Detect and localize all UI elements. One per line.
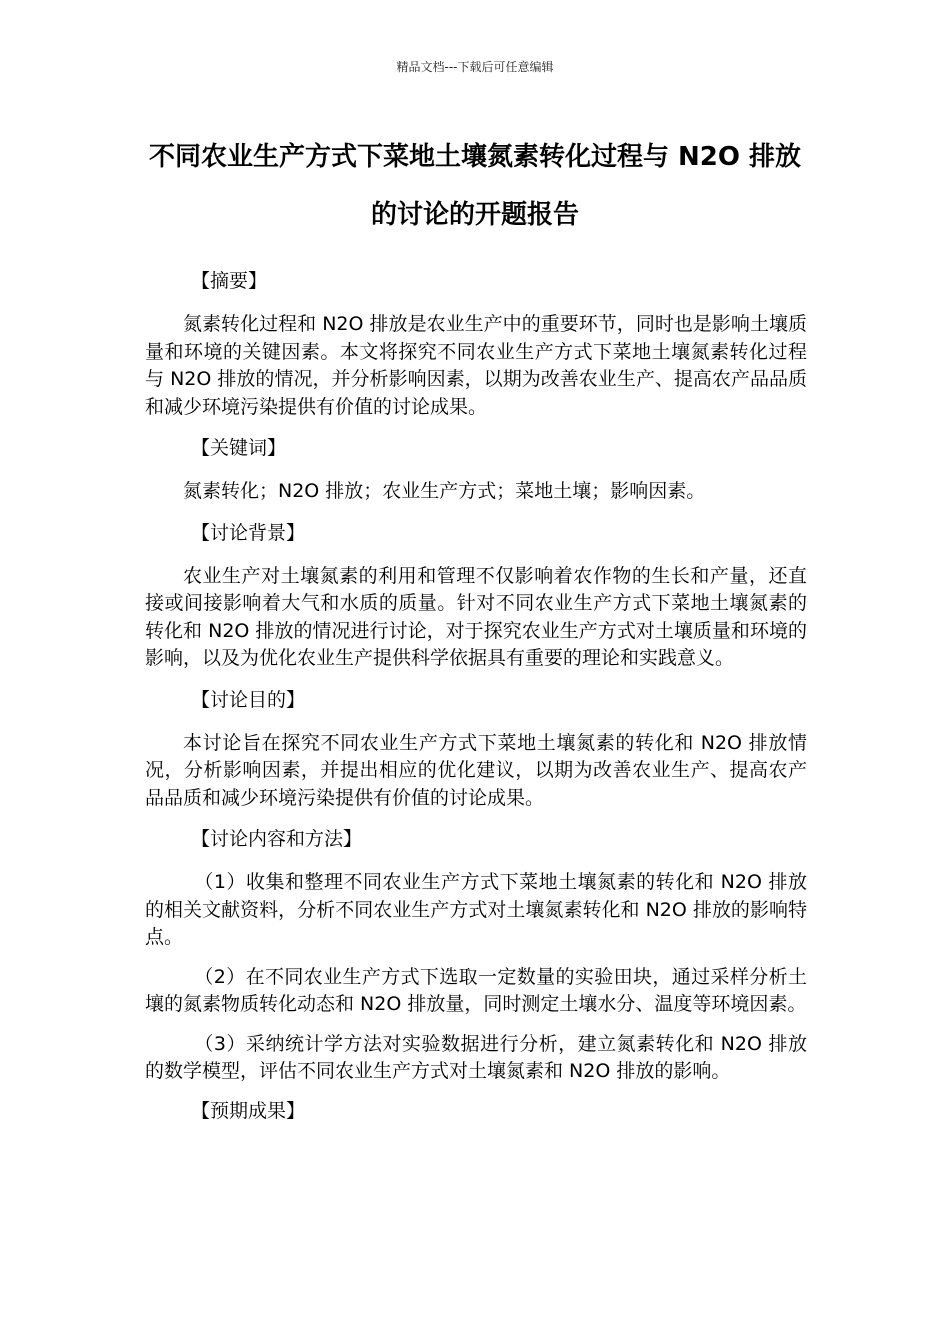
- purpose-heading: 【讨论目的】: [191, 688, 306, 711]
- purpose-paragraph: 本讨论旨在探究不同农业生产方式下菜地土壤氮素的转化和 N2O 排放情况，分析影响因素，并提出相应的优化建议，以期为改善农业生产、提高农产品品质和减少环境污染提供有价值的讨论成果。: [145, 731, 807, 809]
- method-item-3: （3）采纳统计学方法对实验数据进行分析，建立氮素转化和 N2O 排放的数学模型，评估不同农业生产方式对土壤氮素和 N2O 排放的影响。: [145, 1032, 807, 1082]
- background-heading: 【讨论背景】: [191, 521, 306, 544]
- methods-heading: 【讨论内容和方法】: [191, 828, 363, 850]
- header-note: 精品文档---下载后可任意编辑: [396, 60, 554, 74]
- method-item-1: （1）收集和整理不同农业生产方式下菜地土壤氮素的转化和 N2O 排放的相关文献资料，分析不同农业生产方式对土壤氮素转化和 N2O 排放的影响特点。: [145, 871, 807, 948]
- abstract-paragraph: 氮素转化过程和 N2O 排放是农业生产中的重要环节，同时也是影响土壤质量和环境的关键因素。本文将探究不同农业生产方式下菜地土壤氮素转化过程与 N2O 排放的情况，并分析影响因素，以期为改善农业生产、提高农产品品质和减少环境污染提供有价值的讨论成果。: [145, 313, 807, 418]
- background-paragraph: 农业生产对土壤氮素的利用和管理不仅影响着农作物的生长和产量，还直接或间接影响着大气和水质的质量。针对不同农业生产方式下菜地土壤氮素的转化和 N2O 排放的情况进行讨论，对于探究农业生产方式对土壤质量和环境的影响，以及为优化农业生产提供科学依据具有重要的理论和实践意义。: [145, 564, 807, 669]
- document-title: 不同农业生产方式下菜地土壤氮素转化过程与 N2O 排放的讨论的开题报告: [148, 142, 802, 230]
- document-body: [145, 268, 807, 1125]
- method-item-2: （2）在不同农业生产方式下选取一定数量的实验田块，通过采样分析土壤的氮素物质转化动态和 N2O 排放量，同时测定土壤水分、温度等环境因素。: [145, 965, 807, 1015]
- abstract-heading: 【摘要】: [191, 270, 268, 292]
- keywords-heading: 【关键词】: [191, 437, 287, 459]
- results-heading: 【预期成果】: [191, 1099, 306, 1122]
- keywords-paragraph: 氮素转化；N2O 排放；农业生产方式；菜地土壤；影响因素。: [183, 480, 706, 502]
